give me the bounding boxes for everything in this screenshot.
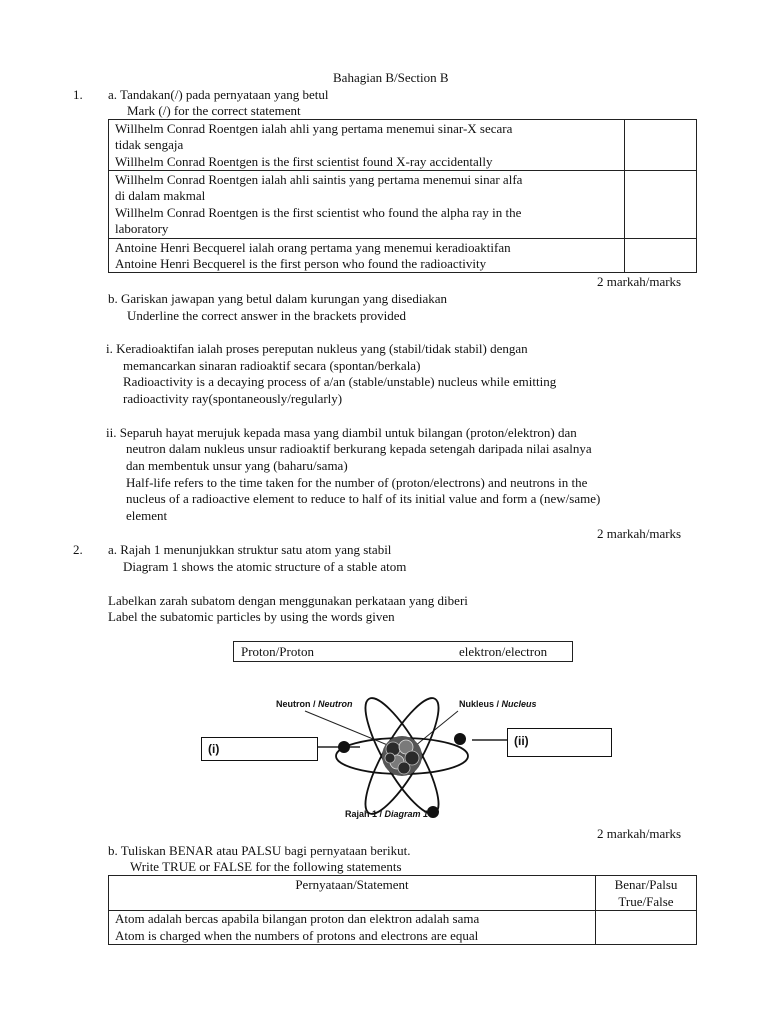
electron-dot	[454, 733, 466, 745]
answer-box-i-label: (i)	[208, 742, 220, 756]
electron-dot	[427, 806, 439, 818]
q1-table-row	[108, 119, 697, 171]
q1b-instruction-ms: b. Gariskan jawapan yang betul dalam kurungan yang disediakan	[108, 291, 447, 306]
word-bank	[233, 641, 573, 662]
true-false-answer-cell[interactable]	[596, 911, 696, 944]
q1a-instruction-ms: a. Tandakan(/) pada pernyataan yang betul	[108, 87, 329, 102]
label-instruction-en: Label the subatomic particles by using the words given	[108, 609, 395, 624]
caption-italic: Diagram 1	[384, 809, 429, 819]
row-text: Antoine Henri Becquerel is the first person who found the radioactivity	[115, 256, 487, 271]
electron-dot	[338, 741, 350, 753]
nucleus-label-italic: Nucleus	[501, 699, 537, 709]
q1b-ii-line[interactable]: Half-life refers to the time taken for the number of (proton/electrons) and neutrons in the	[126, 475, 588, 490]
row-text: tidak sengaja	[115, 137, 184, 152]
tick-box-3[interactable]	[625, 239, 696, 272]
label-instruction-ms: Labelkan zarah subatom dengan menggunakan perkataan yang diberi	[108, 593, 468, 608]
question-1-number: 1.	[73, 87, 83, 102]
statement-text-en: Atom is charged when the numbers of protons and electrons are equal	[115, 928, 479, 943]
q2b-instruction-ms: b. Tuliskan BENAR atau PALSU bagi pernyataan berikut.	[108, 843, 411, 858]
statement-header: Pernyataan/Statement	[295, 877, 409, 892]
row-text: di dalam makmal	[115, 188, 206, 203]
row-text: Willhelm Conrad Roentgen is the first scientist who found the alpha ray in the	[115, 205, 522, 220]
q1b-i-line[interactable]: memancarkan sinaran radioaktif secara (spontan/berkala)	[123, 358, 421, 373]
q1b-instruction-en: Underline the correct answer in the brackets provided	[127, 308, 407, 323]
q1b-ii-line[interactable]: neutron dalam nukleus unsur radioaktif berkurang kepada setengah daripada nilai asalnya	[126, 441, 592, 456]
diagram-caption	[345, 809, 428, 820]
caption-text: Rajah 1 /	[345, 809, 385, 819]
nucleus-label-text: Nukleus /	[459, 699, 502, 709]
neutron-label-text: Neutron /	[276, 699, 318, 709]
answer-header-en: True/False	[618, 894, 674, 909]
q2b-instruction-en: Write TRUE or FALSE for the following statements	[130, 859, 402, 874]
q2-table-header	[108, 875, 697, 911]
q1b-i-line[interactable]: radioactivity ray(spontaneously/regularly)	[123, 391, 343, 406]
row-text: Willhelm Conrad Roentgen ialah ahli yang pertama menemui sinar-X secara	[115, 121, 513, 136]
atom-diagram	[190, 694, 620, 824]
answer-header-ms: Benar/Palsu	[614, 877, 678, 892]
q1a-instruction-en: Mark (/) for the correct statement	[127, 103, 301, 118]
q1b-ii-line[interactable]: ii. Separuh hayat merujuk kepada masa yang diambil untuk bilangan (proton/elektron) dan	[106, 425, 577, 440]
q2a-instruction-en: Diagram 1 shows the atomic structure of a stable atom	[123, 559, 407, 574]
q1b-ii-line[interactable]: nucleus of a radioactive element to reduce to half of its initial value and form a (new/same)	[126, 491, 601, 506]
word-proton: Proton/Proton	[241, 644, 314, 659]
row-text: Willhelm Conrad Roentgen is the first scientist found X-ray accidentally	[115, 154, 493, 169]
statement-text-ms: Atom adalah bercas apabila bilangan proton dan elektron adalah sama	[115, 911, 480, 926]
tick-box-2[interactable]	[625, 171, 696, 238]
q1-table-row	[108, 170, 697, 239]
row-text: laboratory	[115, 221, 169, 236]
question-2-number: 2.	[73, 542, 83, 557]
answer-box-i[interactable]	[201, 737, 318, 761]
q1b-i-line[interactable]: i. Keradioaktifan ialah proses pereputan nukleus yang (stabil/tidak stabil) dengan	[106, 341, 528, 356]
neutron-label	[276, 699, 353, 710]
row-text: Willhelm Conrad Roentgen ialah ahli saintis yang pertama menemui sinar alfa	[115, 172, 523, 187]
nucleus	[382, 736, 422, 776]
row-text: Antoine Henri Becquerel ialah orang pertama yang menemui keradioaktifan	[115, 240, 511, 255]
marks-label: 2 markah/marks	[597, 526, 682, 541]
q1-table-row	[108, 238, 697, 273]
neutron-label-italic: Neutron	[318, 699, 353, 709]
nucleus-label	[459, 699, 537, 710]
q1b-ii-line[interactable]: dan membentuk unsur yang (baharu/sama)	[126, 458, 348, 473]
q1b-ii-line[interactable]: element	[126, 508, 168, 523]
answer-box-ii[interactable]	[507, 728, 612, 757]
marks-label: 2 markah/marks	[597, 826, 682, 841]
tick-box-1[interactable]	[625, 120, 696, 170]
section-title: Bahagian B/Section B	[333, 70, 449, 85]
q2a-instruction-ms: a. Rajah 1 menunjukkan struktur satu atom yang stabil	[108, 542, 392, 557]
q2-table-row	[108, 910, 697, 945]
q1b-i-line[interactable]: Radioactivity is a decaying process of a/an (stable/unstable) nucleus while emitting	[123, 374, 557, 389]
marks-label: 2 markah/marks	[597, 274, 682, 289]
word-electron: elektron/electron	[459, 644, 548, 659]
answer-box-ii-label: (ii)	[514, 734, 529, 748]
